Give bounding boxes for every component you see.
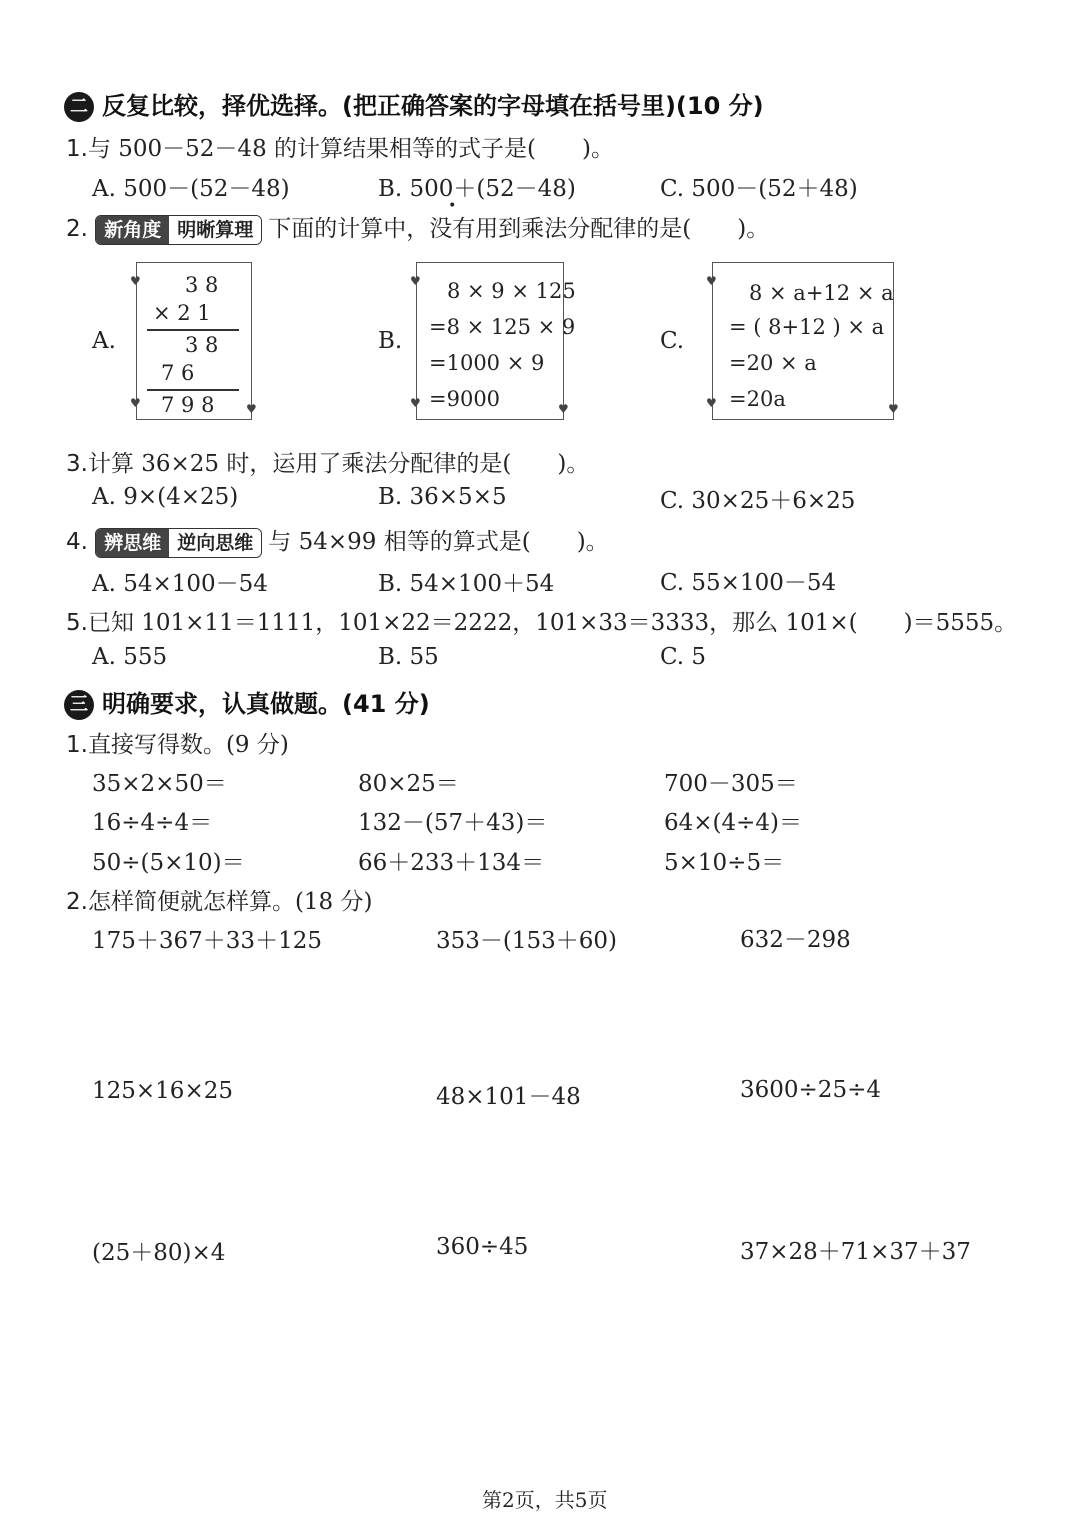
box-a-line-2: × 2 1	[153, 301, 211, 325]
heart-icon: ♥	[706, 274, 717, 288]
box-a-line-4: 7 6	[161, 361, 195, 385]
box-c-line-2: = ( 8+12 ) × a	[729, 315, 885, 339]
section-2-number: 二	[64, 92, 94, 122]
question-3-number: 3.	[66, 451, 88, 477]
q2-label-b: B.	[378, 328, 403, 354]
heart-icon: ♥	[410, 274, 421, 288]
heart-icon: ♥	[130, 396, 141, 410]
question-1-number: 1.	[66, 136, 88, 162]
box-c-calculation	[712, 262, 894, 420]
question-2-text-pre: 下面的计算中，	[268, 216, 430, 242]
mental-calc-item: 5×10÷5＝	[664, 850, 785, 876]
q2-label-a: A.	[92, 328, 116, 354]
section-2-title: 反复比较，择优选择。(把正确答案的字母填在括号里)(10 分)	[102, 92, 764, 120]
q3-option-a: A. 9×(4×25)	[92, 484, 239, 510]
section-2-header	[64, 86, 764, 122]
question-1	[66, 130, 614, 163]
mental-calc-item: 64×(4÷4)＝	[664, 810, 803, 836]
question-5-number: 5.	[66, 610, 88, 636]
question-5-text: 已知 101×11＝1111，101×22＝2222，101×33＝3333，那么 101×( )＝5555。	[87, 610, 1018, 636]
heart-icon: ♥	[130, 274, 141, 288]
tag-thinking: 辨思维	[96, 529, 169, 557]
question-4	[66, 523, 609, 558]
section-3-header	[64, 684, 430, 720]
box-c-line-3: =20 × a	[729, 351, 817, 375]
q5-option-b: B. 55	[378, 644, 439, 670]
question-2	[66, 210, 769, 245]
heart-icon: ♥	[706, 396, 717, 410]
q5-option-c: C. 5	[660, 644, 707, 670]
simplify-item: 175＋367＋33＋125	[92, 928, 322, 954]
q1-option-c: C. 500－(52＋48)	[660, 176, 858, 202]
simplify-item: 360÷45	[436, 1234, 529, 1260]
question-3	[66, 445, 589, 478]
simplify-item: 48×101－48	[436, 1084, 581, 1110]
heart-icon: ♥	[410, 396, 421, 410]
part-1-text: 直接写得数。(9 分)	[87, 732, 289, 758]
section-3-title: 明确要求，认真做题。(41 分)	[102, 690, 430, 718]
part-2	[66, 883, 372, 916]
simplify-item: 3600÷25÷4	[740, 1077, 881, 1103]
mental-calc-item: 700－305＝	[664, 771, 798, 797]
question-2-tag	[95, 215, 262, 245]
part-2-text: 怎样简便就怎样算。(18 分)	[87, 889, 373, 915]
box-a-line-5: 7 9 8	[161, 393, 215, 417]
box-a-line-1: 3 8	[185, 273, 219, 297]
page-footer: 第2页，共5页	[482, 1488, 608, 1512]
heart-icon: ♥	[888, 402, 899, 416]
box-b-line-3: =1000 × 9	[429, 351, 545, 375]
tag-clear-reasoning: 明晰算理	[169, 216, 261, 244]
section-3-number: 三	[64, 690, 94, 720]
heart-icon: ♥	[558, 402, 569, 416]
simplify-item: 125×16×25	[92, 1078, 233, 1104]
question-1-text: 与 500－52－48 的计算结果相等的式子是( )。	[87, 136, 614, 162]
box-a-rule-2	[147, 389, 239, 391]
q2-label-c: C.	[660, 328, 685, 354]
q4-option-c: C. 55×100－54	[660, 570, 837, 596]
part-1	[66, 726, 289, 759]
simplify-item: 37×28＋71×37＋37	[740, 1239, 971, 1265]
mental-calc-item: 16÷4÷4＝	[92, 810, 213, 836]
heart-icon: ♥	[246, 402, 257, 416]
q3-option-b: B. 36×5×5	[378, 484, 507, 510]
simplify-item: 632－298	[740, 927, 851, 953]
q1-option-b: B. 500＋(52－48)	[378, 176, 576, 202]
q4-option-a: A. 54×100－54	[92, 571, 268, 597]
simplify-item: 353－(153＋60)	[436, 928, 618, 954]
q4-option-b: B. 54×100＋54	[378, 571, 555, 597]
q3-option-c: C. 30×25＋6×25	[660, 488, 856, 514]
question-4-tag	[95, 528, 262, 558]
tag-new-angle: 新角度	[96, 216, 169, 244]
question-5	[66, 604, 1017, 637]
box-c-line-1: 8 × a+12 × a	[749, 281, 894, 305]
question-2-text-post: 用到乘法分配律的是( )。	[475, 216, 770, 242]
box-a-vertical-multiplication	[136, 262, 252, 420]
box-b-calculation	[416, 262, 576, 420]
part-2-number: 2.	[66, 889, 88, 915]
mental-calc-item: 66＋233＋134＝	[358, 850, 545, 876]
mental-calc-item: 132－(57＋43)＝	[358, 810, 548, 836]
question-3-text: 计算 36×25 时，运用了乘法分配律的是( )。	[87, 451, 590, 477]
question-4-text: 与 54×99 相等的算式是( )。	[268, 529, 609, 555]
simplify-item: (25＋80)×4	[92, 1240, 226, 1266]
tag-reverse-thinking: 逆向思维	[169, 529, 261, 557]
question-2-emphasis: 没有	[429, 216, 476, 242]
box-c-line-4: =20a	[729, 387, 786, 411]
box-a-rule-1	[147, 329, 239, 331]
mental-calc-item: 80×25＝	[358, 771, 459, 797]
question-2-number: 2.	[66, 216, 88, 242]
part-1-number: 1.	[66, 732, 88, 758]
q1-option-a: A. 500－(52－48)	[92, 176, 290, 202]
mental-calc-item: 50÷(5×10)＝	[92, 850, 245, 876]
q5-option-a: A. 555	[92, 644, 168, 670]
box-b-line-4: =9000	[429, 387, 501, 411]
question-4-number: 4.	[66, 529, 88, 555]
box-b-line-1: 8 × 9 × 125	[447, 279, 576, 303]
mental-calc-item: 35×2×50＝	[92, 771, 227, 797]
box-a-line-3: 3 8	[185, 333, 219, 357]
box-b-line-2: =8 × 125 × 9	[429, 315, 576, 339]
